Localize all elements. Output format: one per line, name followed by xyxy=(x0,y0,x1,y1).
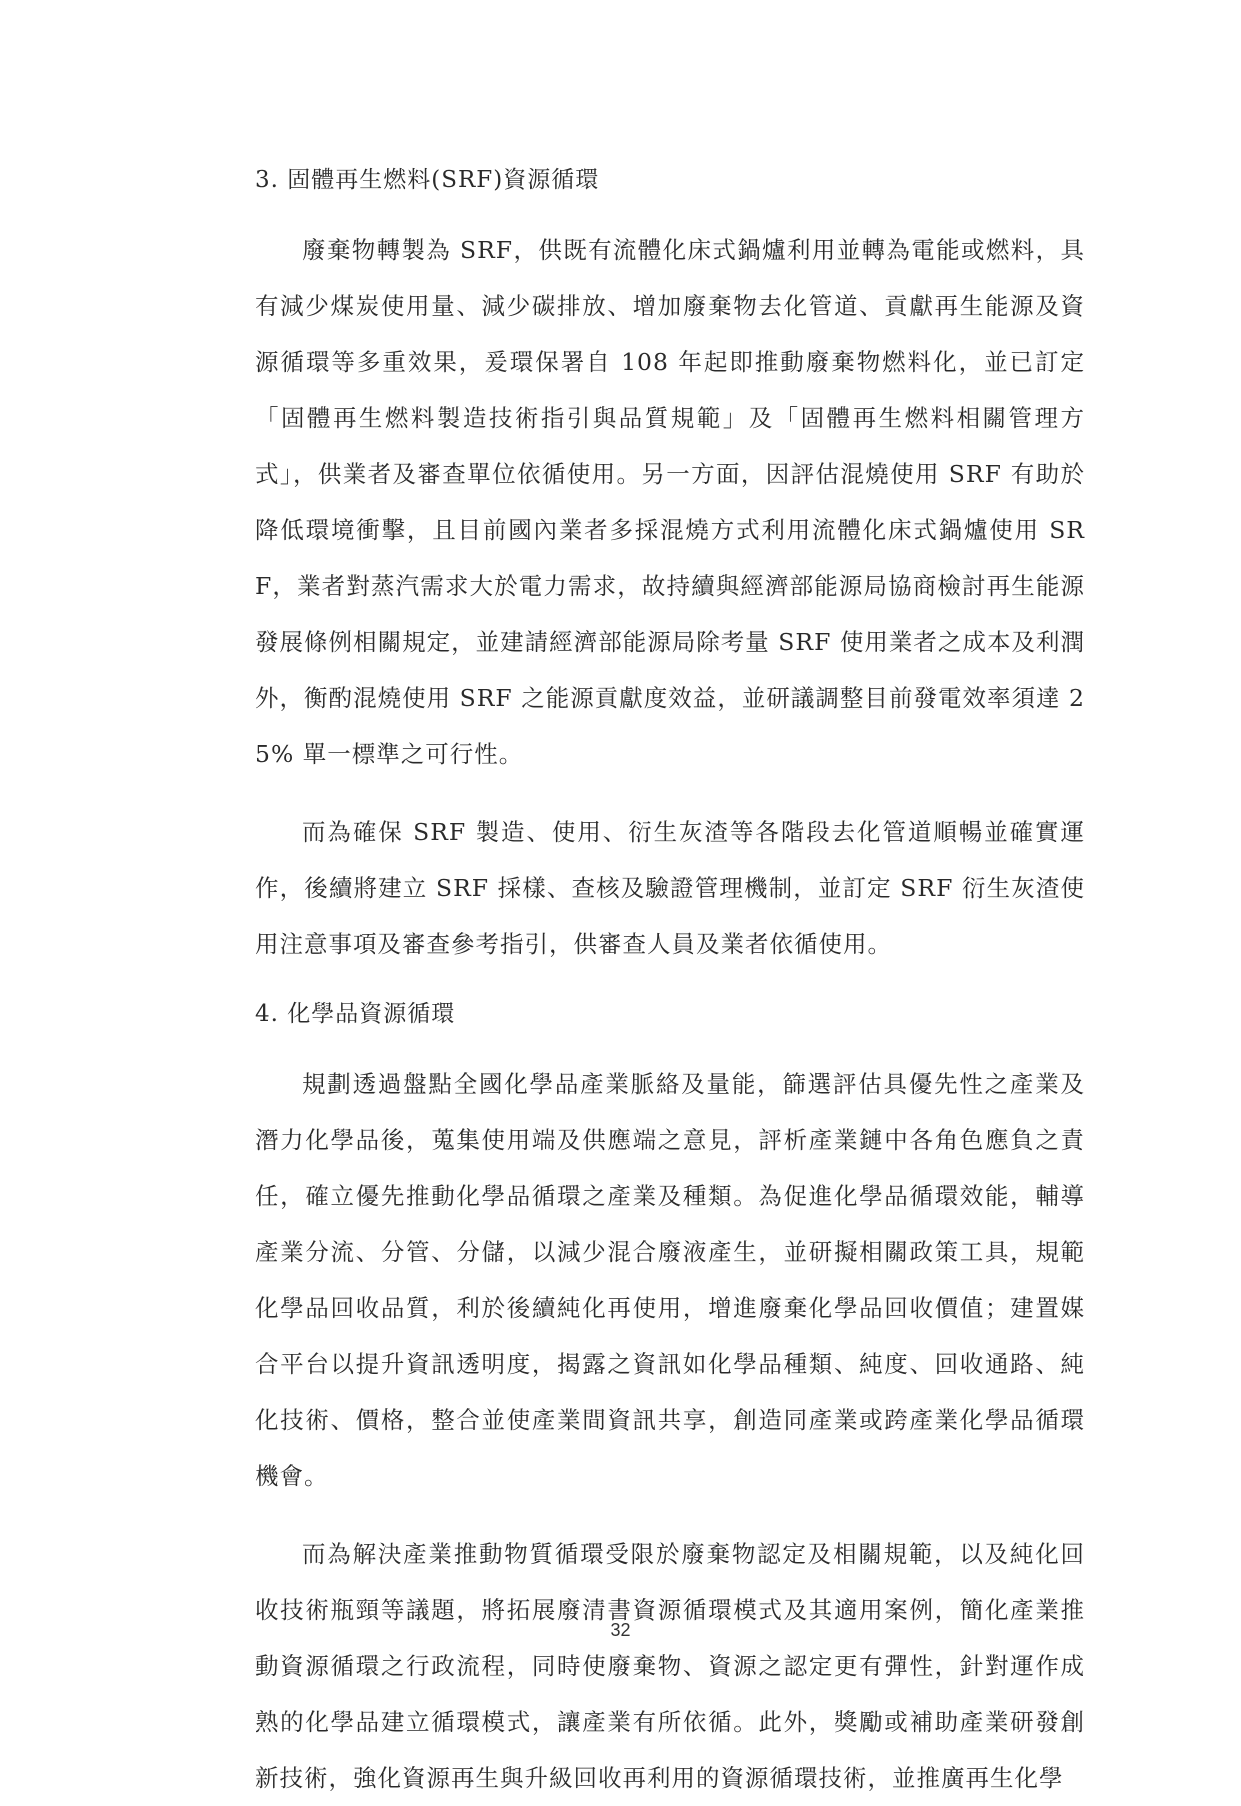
paragraph-chemicals-2: 而為解決產業推動物質循環受限於廢棄物認定及相關規範，以及純化回收技術瓶頸等議題，將拓展廢清書資源循環模式及其適用案例，簡化產業推動資源循環之行政流程，同時使廢棄物、資源之認定更有彈性，針對運作成熟的化學品建立循環模式，讓產業有所依循。此外，獎勵或補助產業研發創新技術，強化資源再生與升級回收再利用的資源循環技術，並推廣再生化學 xyxy=(255,1540,1085,1792)
section-heading-srf: 3. 固體再生燃料(SRF)資源循環 xyxy=(255,167,600,193)
paragraph-chemicals-1: 規劃透過盤點全國化學品產業脈絡及量能，篩選評估具優先性之產業及潛力化學品後，蒐集使用端及供應端之意見，評析產業鏈中各角色應負之責任，確立優先推動化學品循環之產業及種類。為促進化學品循環效能，輔導產業分流、分管、分儲，以減少混合廢液產生，並研擬相關政策工具，規範化學品回收品質，利於後續純化再使用，增進廢棄化學品回收價值；建置媒合平台以提升資訊透明度，揭露之資訊如化學品種類、純度、回收通路、純化技術、價格，整合並使產業間資訊共享，創造同產業或跨產業化學品循環機會。 xyxy=(255,1070,1085,1490)
page-content xyxy=(255,160,1085,1806)
paragraph-gap xyxy=(255,972,1085,994)
paragraph-gap xyxy=(255,782,1085,804)
section-heading-chemicals: 4. 化學品資源循環 xyxy=(255,1001,456,1027)
page-number: 32 xyxy=(610,1620,631,1640)
paragraph-gap xyxy=(255,1504,1085,1526)
paragraph-srf-1: 廢棄物轉製為 SRF，供既有流體化床式鍋爐利用並轉為電能或燃料，具有減少煤炭使用量、減少碳排放、增加廢棄物去化管道、貢獻再生能源及資源循環等多重效果，爰環保署自 108 年起即推動廢棄物燃料化，並已訂定「固體再生燃料製造技術指引與品質規範」及「固體再生燃料相關管理方式」，供業者及審查單位依循使用。另一方面，因評估混燒使用 SRF 有助於降低環境衝擊，且目前國內業者多採混燒方式利用流體化床式鍋爐使用 SRF，業者對蒸汽需求大於電力需求，故持續與經濟部能源局協商檢討再生能源發展條例相關規定，並建請經濟部能源局除考量 SRF 使用業者之成本及利潤外，衡酌混燒使用 SRF 之能源貢獻度效益，並研議調整目前發電效率須達 25% 單一標準之可行性。 xyxy=(255,236,1085,768)
paragraph-srf-2: 而為確保 SRF 製造、使用、衍生灰渣等各階段去化管道順暢並確實運作，後續將建立 SRF 採樣、查核及驗證管理機制，並訂定 SRF 衍生灰渣使用注意事項及審查參考指引，供審查人員及業者依循使用。 xyxy=(255,818,1085,958)
